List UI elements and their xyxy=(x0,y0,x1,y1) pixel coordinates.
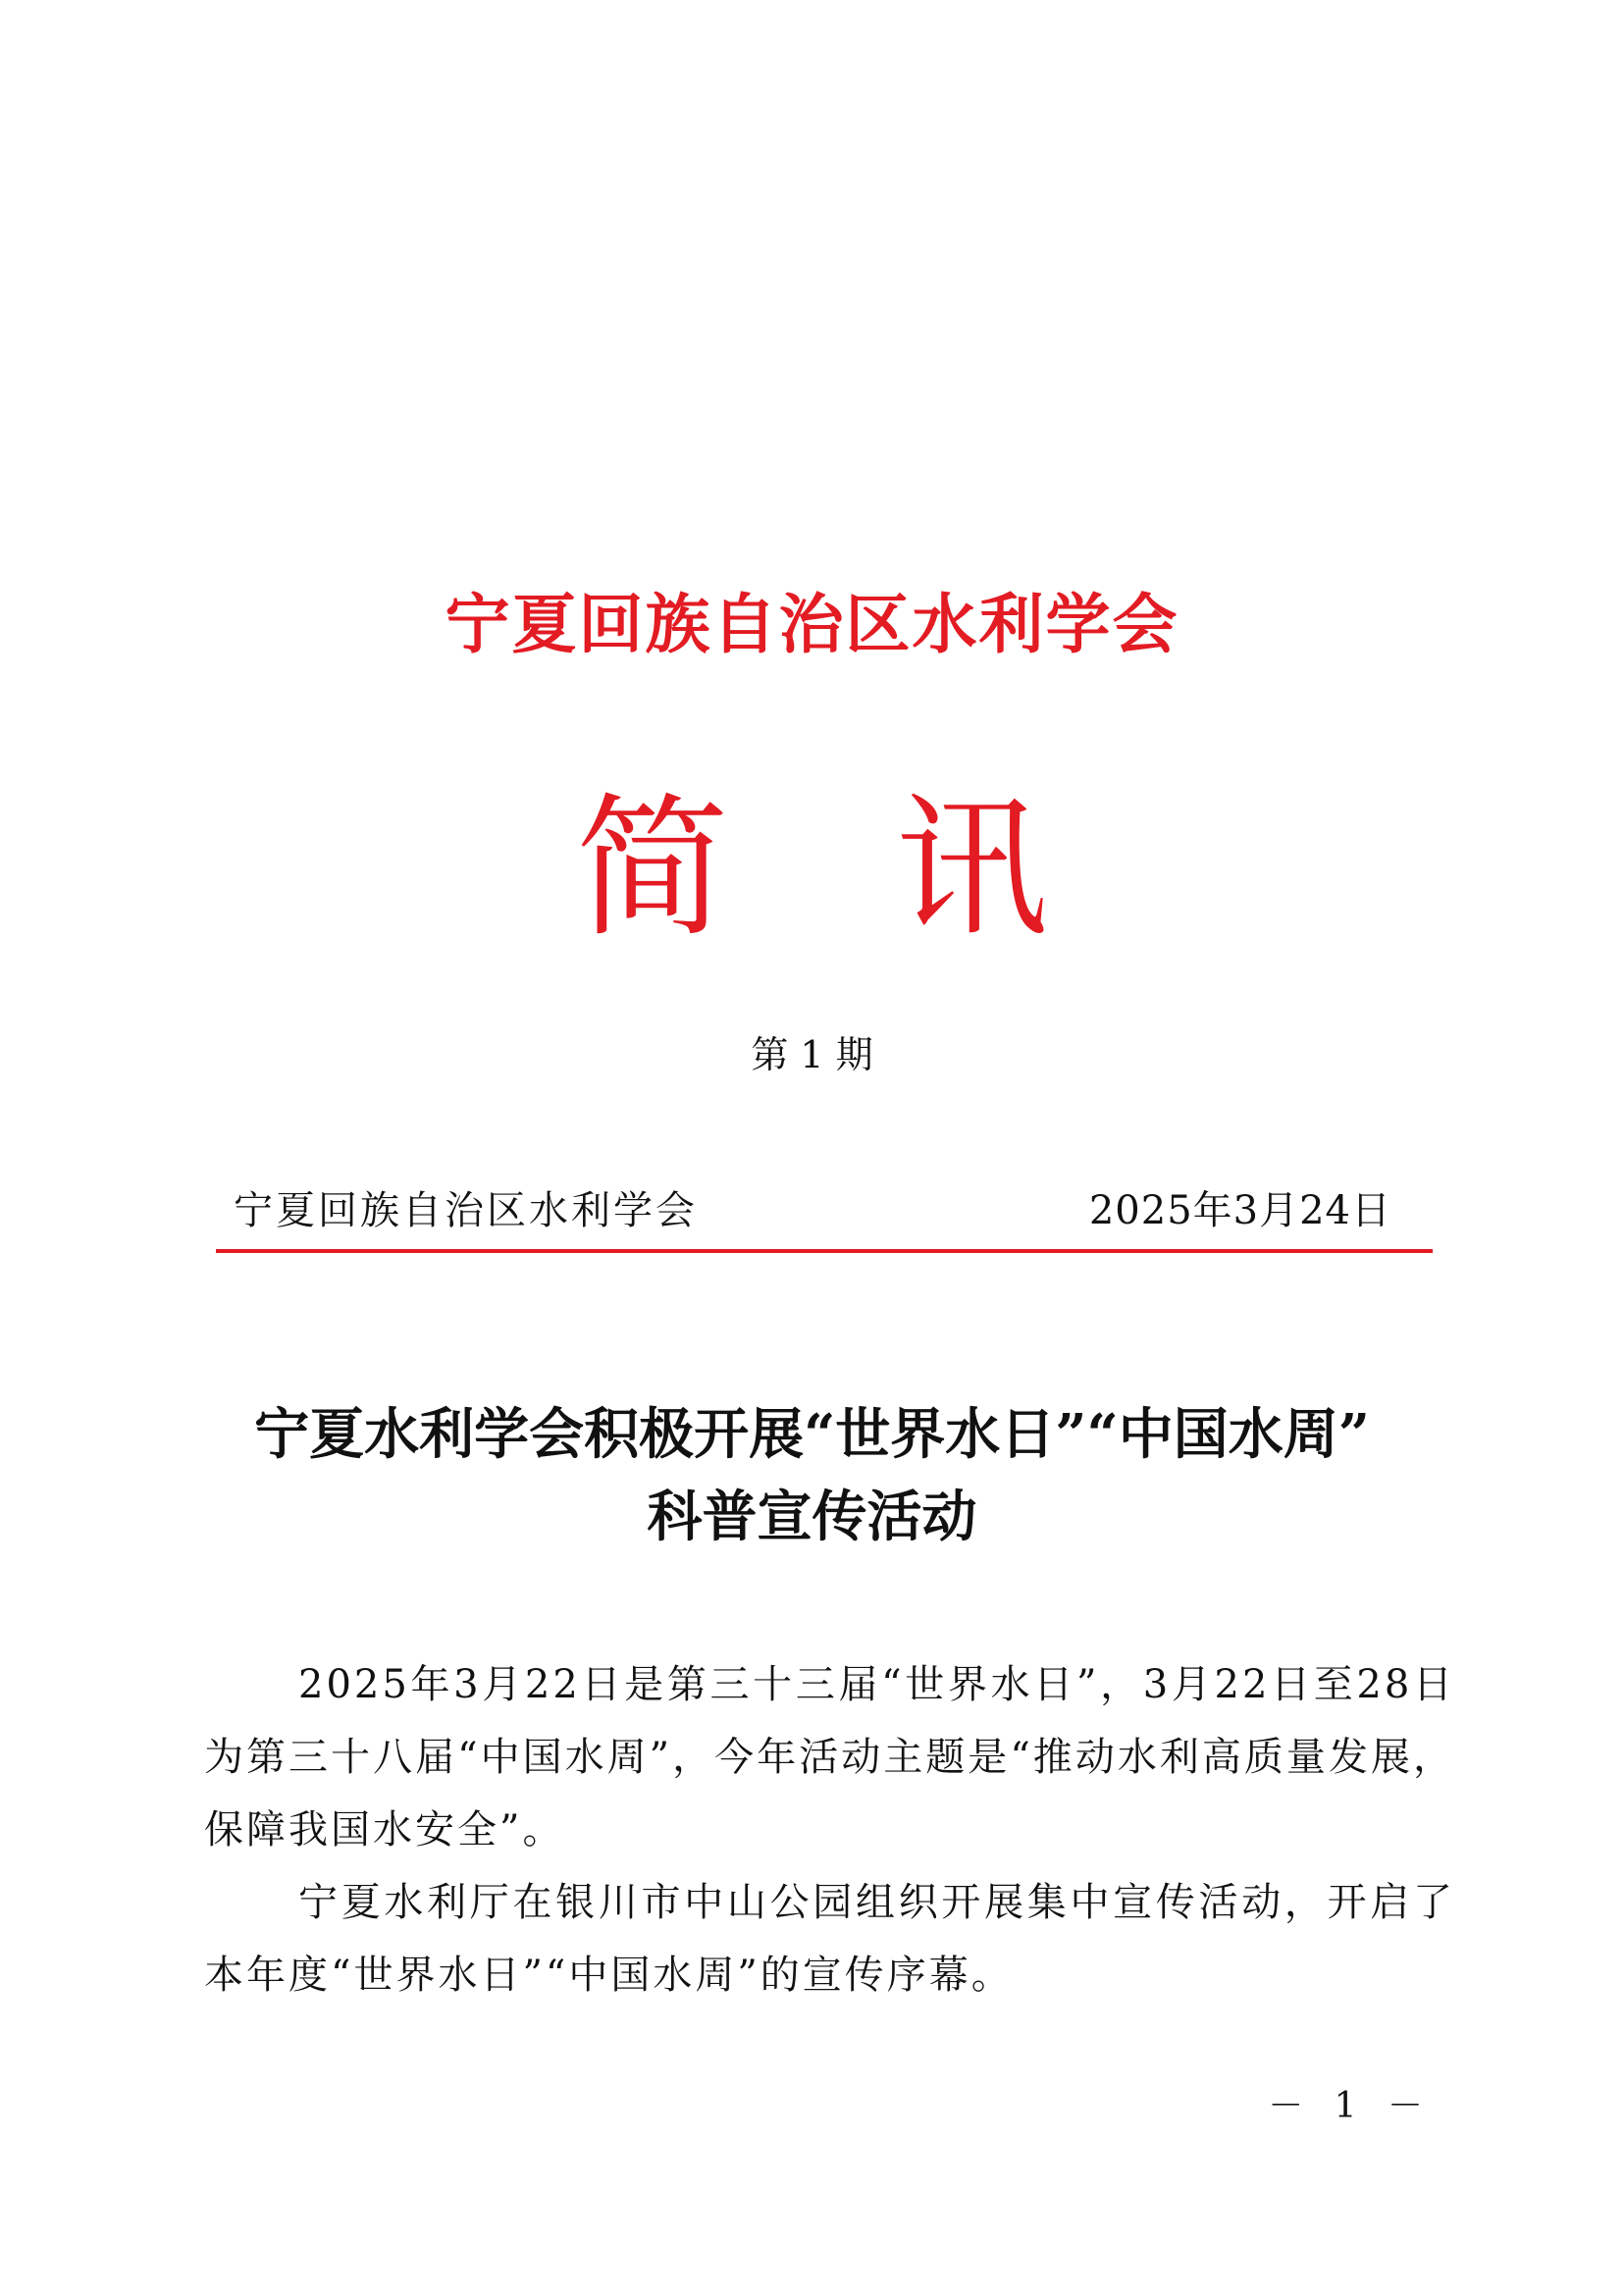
article-title-line-2: 科普宣传活动 xyxy=(647,1485,977,1549)
bulletin-title: 简 讯 xyxy=(575,779,1108,958)
article-title xyxy=(157,1393,1467,1558)
page-number: － 1 － xyxy=(1268,2086,1433,2126)
masthead-date: 2025年3月24日 xyxy=(1088,1188,1391,1233)
red-divider-line xyxy=(216,1249,1433,1253)
article-body xyxy=(204,1648,1455,2011)
article-paragraph: 宁夏水利厅在银川市中山公园组织开展集中宣传活动，开启了本年度“世界水日”“中国水周”的宣传序幕。 xyxy=(204,1880,1455,1998)
issue-number: 第 1 期 xyxy=(751,1033,873,1076)
masthead-organization: 宁夏回族自治区水利学会 xyxy=(234,1188,698,1233)
article-title-line-1: 宁夏水利学会积极开展“世界水日”“中国水周” xyxy=(254,1402,1370,1467)
article-paragraph: 2025年3月22日是第三十三届“世界水日”，3月22日至28日为第三十八届“中国水周”，今年活动主题是“推动水利高质量发展，保障我国水安全”。 xyxy=(204,1662,1455,1852)
organization-title: 宁夏回族自治区水利学会 xyxy=(445,586,1179,662)
masthead-bar xyxy=(216,1183,1433,1242)
